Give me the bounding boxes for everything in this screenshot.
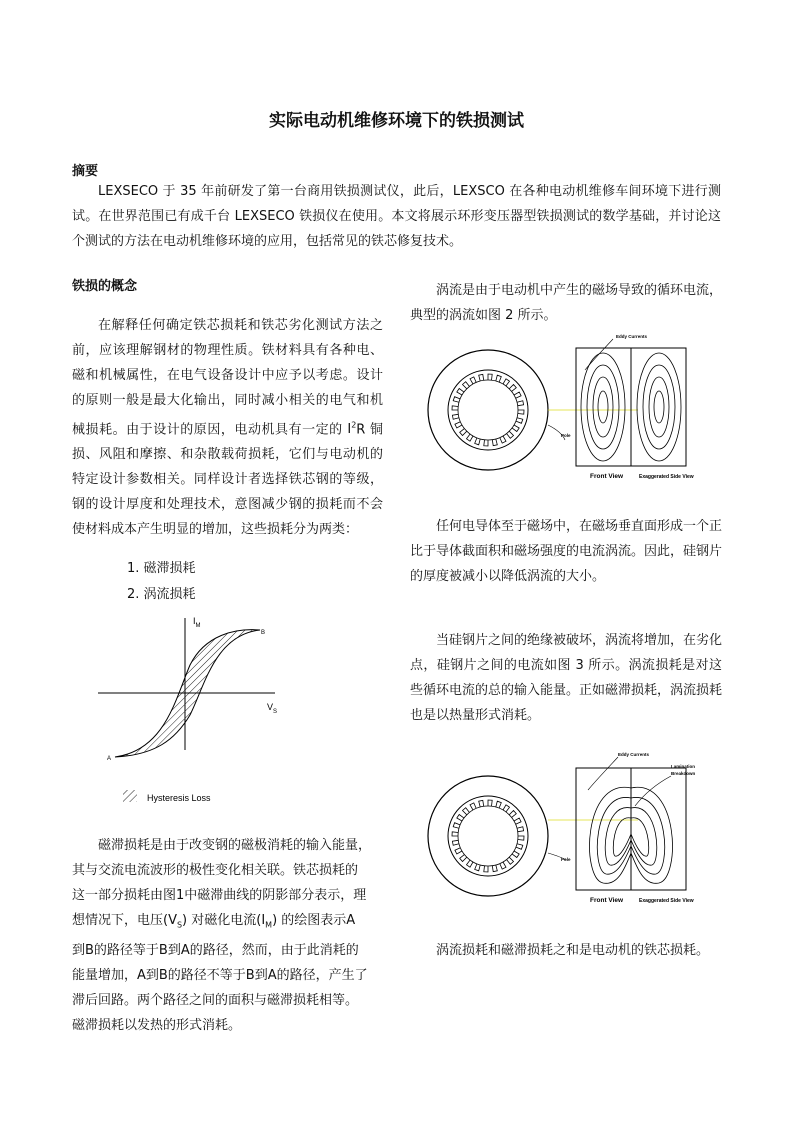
legend-swatch [123,790,137,802]
page-title: 实际电动机维修环境下的铁损测试 [269,111,524,131]
label-breakdown: Breakdown [671,771,696,776]
i2r-symbol: $I^2$ [347,421,357,438]
stator-slots [452,800,524,872]
label-im: $I_M$ [193,616,201,629]
label-front-view: Front View [590,473,624,480]
lamination-breakdown-figure [413,748,723,908]
section-heading-iron-loss: 铁损的概念 [72,279,138,294]
right-paragraph-1: 涡流是由于电动机中产生的磁场导致的循环电流，典型的涡流如图 2 所示。 [410,283,723,323]
right-paragraph-4: 涡流损耗和磁滞损耗之和是电动机的铁芯损耗。 [436,943,710,958]
list-item: 2. 涡流损耗 [127,587,196,602]
label-lamination: Lamination [671,764,696,769]
stator-slots [452,374,524,446]
label-eddy-currents: Eddy Currents [618,752,650,757]
left-paragraph-2: 磁滞损耗是由于改变钢的磁极消耗的输入能量， 其与交流电流波形的极性变化相关联。铁芯损耗的 这一部分损耗由图1中磁滞曲线的阴影部分表示，理 想情况下，电压$(V_S)$ 对磁化电流$(I_M)$ 的绘图表示A 到B的路径等于B到A的路径，然而，由于此消耗的 能量增加，A到B的路径不等于B到A的路径，产生了 滞后回路。两个路径之间的面积与磁滞损耗相等。 磁滞损耗以发热的形式消耗。 [72,838,372,1033]
label-pole: Pole [561,433,571,438]
abstract-text: LEXSECO 于 35 年前研发了第一台商用铁损测试仪，此后，LEXSCO 在各种电动机维修车间环境下进行测试。在世界范围已有成千台 LEXSECO 铁损仪在使用。本文将展示环形变压器型铁损测试的数学基础，并讨论这个测试的方法在电动机维修环境的应用，包括常见的铁芯修复技术。 [72,184,721,249]
label-eddy-currents: Eddy Currents [616,334,648,339]
eddy-current-figure [413,330,723,480]
label-side-view: Exaggerated Side View [639,474,694,480]
abstract-heading: 摘要 [72,164,99,179]
hysteresis-figure [95,610,385,810]
right-paragraph-2: 任何电导体至于磁场中，在磁场垂直面形成一个正比于导体截面积和磁场强度的电流涡流。因此，硅钢片的厚度被减小以降低涡流的大小。 [410,519,723,584]
label-a: A [107,756,112,762]
left-paragraph-1: 在解释任何确定铁芯损耗和铁芯劣化测试方法之前，应该理解钢材的物理性质。铁材料具有各种电、磁和机械属性，在电气设备设计中应予以考虑。设计的原则一般是最大化输出，同时减小相关的电气和机械损耗。由于设计的原因，电动机具有一定的 $I^2R$ 铜损、风阻和摩擦、和杂散载荷损耗，它们与电动机的特定设计参数相关。同样设计者选择铁芯钢的等级，钢的设计厚度和处理技术，意图减少钢的损耗而不会使材料成本产生明显的增加，这些损耗分为两类： [72,318,383,538]
label-pole: Pole [561,857,571,862]
legend-label: Hysteresis Loss [147,793,211,803]
label-b: B [261,630,266,636]
label-vs: $V_S$ [267,702,278,715]
label-front-view: Front View [590,897,624,904]
right-paragraph-3: 当硅钢片之间的绝缘被破坏，涡流将增加，在劣化点，硅钢片之间的电流如图 3 所示。涡流损耗是对这些循环电流的总的输入能量。正如磁滞损耗，涡流损耗也是以热量形式消耗。 [410,633,723,723]
label-side-view: Exaggerated Side View [639,898,694,904]
list-item: 1. 磁滞损耗 [127,561,196,576]
